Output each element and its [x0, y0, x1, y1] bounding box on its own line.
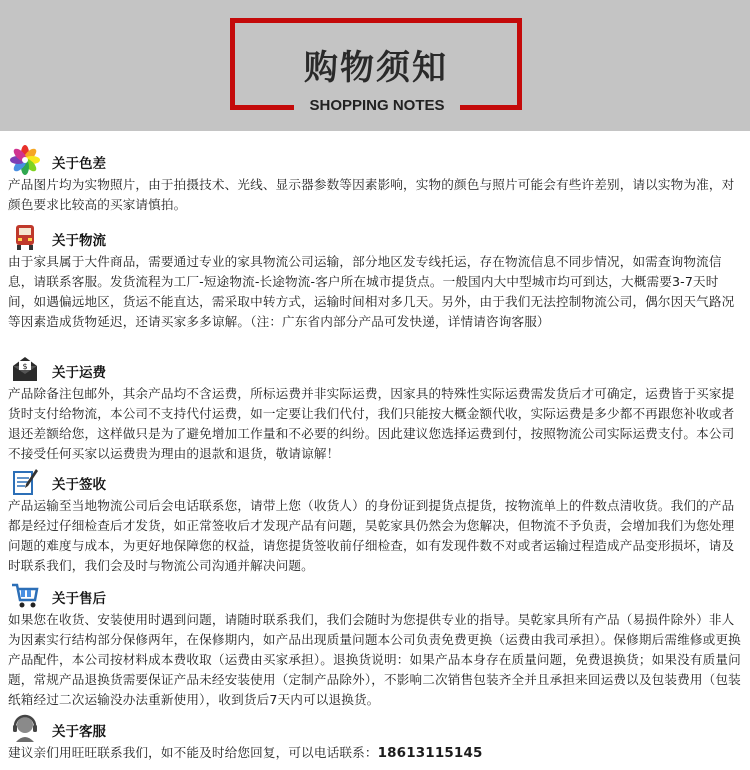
section-sign [8, 466, 743, 576]
color-palette-icon [10, 145, 40, 175]
section-color [8, 145, 743, 215]
section-shipping-fee [8, 354, 743, 464]
section-title: 关于运费 [52, 365, 106, 381]
section-title: 关于物流 [52, 233, 106, 249]
envelope-icon [10, 354, 40, 384]
section-title: 关于售后 [52, 591, 106, 607]
section-body: 产品运输至当地物流公司后会电话联系您，请带上您（收货人）的身份证到提货点提货，按物流单上的件数点清收货。我们的产品都是经过仔细检查后才发货，如正常签收后才发现产品有问题，昊乾家具仍然会为您解决，但物流不予负责，会增加我们为您处理问题的难度与成本，为更好地保障您的权益，请您提货签收前仔细检查，如有发现件数不对或者运输过程造成产品变形损坏，请及时联系我们，我们会及时与物流公司沟通并解决问题。 [8, 498, 735, 573]
page-subtitle: SHOPPING NOTES [309, 97, 445, 114]
header-banner [0, 0, 750, 131]
section-body: 产品除备注包邮外，其余产品均不含运费，所标运费并非实际运费，因家具的特殊性实际运费需发货后才可确定，运费皆于买家提货时支付给物流，本公司不支持代付运费，如一定要让我们代付，我们只能按大概金额代收，实际运费是多少都不再跟您补收或者退还差额给您，这样做只是为了避免增加工作量和不必要的纠纷。因此建议您选择运费到付，按照物流公司实际运费支付。本公司不接受任何买家以运费贵为理由的退款和退货，敬请谅解！ [8, 386, 735, 461]
shopping-cart-icon [10, 580, 40, 610]
section-body: 如果您在收货、安装使用时遇到问题，请随时联系我们，我们会随时为您提供专业的指导。昊乾家具所有产品（易损件除外）非人为因素实行结构部分保修两年，在保修期内，如产品出现质量问题本公司负责免费更换（运费由我司承担）。保修期后需维修或更换产品配件，本公司按材料成本费收取（运费由买家承担）。退换货说明：如果产品本身存在质量问题，免费退换货；如果没有质量问题，常规产品退换货需要保证产品未经安装使用（定制产品除外），不影响二次销售包装齐全并且承担来回运费以及包装费用（包装纸箱经过二次运输没办法重新使用），收到货后7天内可以退换货。 [8, 612, 741, 707]
truck-icon [10, 222, 40, 252]
section-after-sale [8, 580, 743, 710]
phone-number: 18613115145 [377, 745, 483, 761]
section-customer-service [8, 713, 743, 763]
section-body: 由于家具属于大件商品，需要通过专业的家具物流公司运输，部分地区发专线托运，存在物流信息不同步情况，如需查询物流信息，请联系客服。发货流程为工厂-短途物流-长途物流-客户所在城市提货点。一般国内大中型城市均可到达，大概需要3-7天时间，如遇偏远地区，货运不能直达，需采取中转方式，运输时间相对多几天。另外，由于我们无法控制物流公司，偶尔因天气路况等因素造成货物延迟，还请买家多多谅解。（注：广东省内部分产品可发快递，详情请咨询客服） [8, 254, 735, 329]
section-title: 关于签收 [52, 477, 106, 493]
section-title: 关于色差 [52, 156, 106, 172]
section-body [8, 743, 743, 763]
section-logistics [8, 222, 743, 332]
customer-service-icon [10, 713, 40, 743]
svg-text:$: $ [22, 362, 28, 371]
page-title: 购物须知 [304, 48, 448, 88]
contact-text: 建议亲们用旺旺联系我们，如不能及时给您回复，可以电话联系： [8, 745, 378, 760]
section-title: 关于客服 [52, 724, 106, 740]
signature-pen-icon [10, 466, 40, 496]
section-body: 产品图片均为实物照片，由于拍摄技术、光线、显示器参数等因素影响，实物的颜色与照片可能会有些许差别，请以实物为准，对颜色要求比较高的买家请慎拍。 [8, 177, 735, 212]
